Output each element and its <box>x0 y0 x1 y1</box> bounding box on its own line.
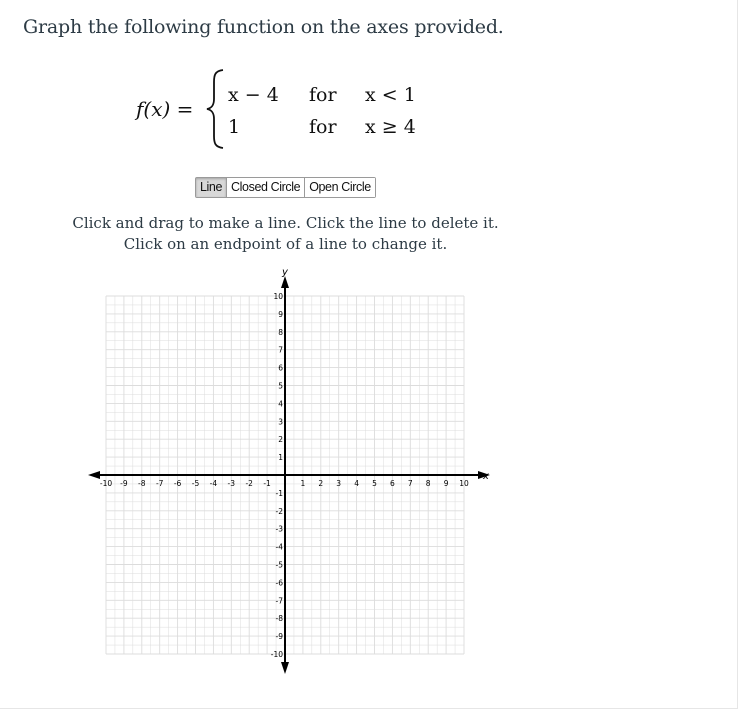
x-tick-label: -4 <box>209 479 218 488</box>
y-tick-label: -7 <box>275 596 283 606</box>
y-axis-down-arrow-icon <box>281 662 289 674</box>
x-tick-label: -10 <box>99 479 113 488</box>
x-tick-label: 4 <box>354 479 359 488</box>
y-tick-label: -4 <box>275 542 283 552</box>
x-tick-label: -2 <box>245 479 253 488</box>
y-tick-label: 8 <box>278 327 283 337</box>
x-tick-label: -8 <box>138 479 146 488</box>
line-tool-button[interactable]: Line <box>196 178 227 197</box>
question-prompt: Graph the following function on the axes provided. <box>23 16 504 38</box>
y-tick-label: 3 <box>278 417 283 427</box>
x-tick-label: 5 <box>372 479 377 488</box>
open-circle-tool-button[interactable]: Open Circle <box>305 178 375 197</box>
y-tick-label: -10 <box>270 650 283 659</box>
piece-1-condition: x < 1 <box>365 84 416 106</box>
y-tick-label: 1 <box>278 453 283 463</box>
y-tick-label: 5 <box>278 381 283 391</box>
x-tick-label: 7 <box>407 479 413 488</box>
y-tick-label: -5 <box>275 560 283 570</box>
y-tick-label: -9 <box>275 632 283 642</box>
x-tick-label: 6 <box>390 479 395 488</box>
piece-2-for: for <box>309 116 337 138</box>
graph-tool-bar <box>195 177 376 198</box>
x-tick-label: 10 <box>459 479 469 488</box>
y-tick-label: -1 <box>275 488 283 498</box>
x-axis-label: x <box>483 471 489 482</box>
x-tick-label: 9 <box>443 479 449 488</box>
y-tick-label: 2 <box>278 435 283 445</box>
piece-1-expression: x − 4 <box>228 84 279 106</box>
x-tick-label: 3 <box>336 479 342 488</box>
x-tick-label: -6 <box>173 479 182 488</box>
y-axis-label: y <box>282 267 288 278</box>
x-tick-label: -3 <box>227 479 236 488</box>
x-tick-label: -9 <box>120 479 128 488</box>
function-name: f(x) = <box>136 97 194 121</box>
closed-circle-tool-button[interactable]: Closed Circle <box>227 178 305 197</box>
piece-2-condition: x ≥ 4 <box>365 116 416 138</box>
x-axis-left-arrow-icon <box>88 471 100 479</box>
x-tick-label: 1 <box>300 479 306 488</box>
instructions <box>0 213 571 255</box>
instructions-line-2: Click on an endpoint of a line to change it. <box>123 235 448 253</box>
x-tick-label: -7 <box>155 479 164 488</box>
axes <box>88 276 490 674</box>
y-tick-label: -6 <box>275 578 283 588</box>
piecewise-function <box>0 0 741 170</box>
piece-1-for: for <box>309 84 337 106</box>
y-tick-label: 7 <box>278 345 283 355</box>
y-tick-label: 6 <box>278 363 283 373</box>
y-tick-label: -8 <box>275 614 283 624</box>
instructions-line-1: Click and drag to make a line. Click the line to delete it. <box>72 214 499 232</box>
y-tick-label: 9 <box>278 309 283 319</box>
y-tick-label: 10 <box>273 292 283 301</box>
y-tick-label: -3 <box>275 524 283 534</box>
y-tick-label: -2 <box>275 506 283 516</box>
x-tick-label: -5 <box>191 479 200 488</box>
x-tick-label: -1 <box>263 479 271 488</box>
x-tick-label: 2 <box>318 479 324 488</box>
piece-2-expression: 1 <box>228 116 241 138</box>
y-tick-label: 4 <box>278 399 283 409</box>
left-brace-icon <box>204 68 226 150</box>
graph-canvas[interactable] <box>86 266 496 676</box>
x-tick-label: 8 <box>425 479 431 488</box>
